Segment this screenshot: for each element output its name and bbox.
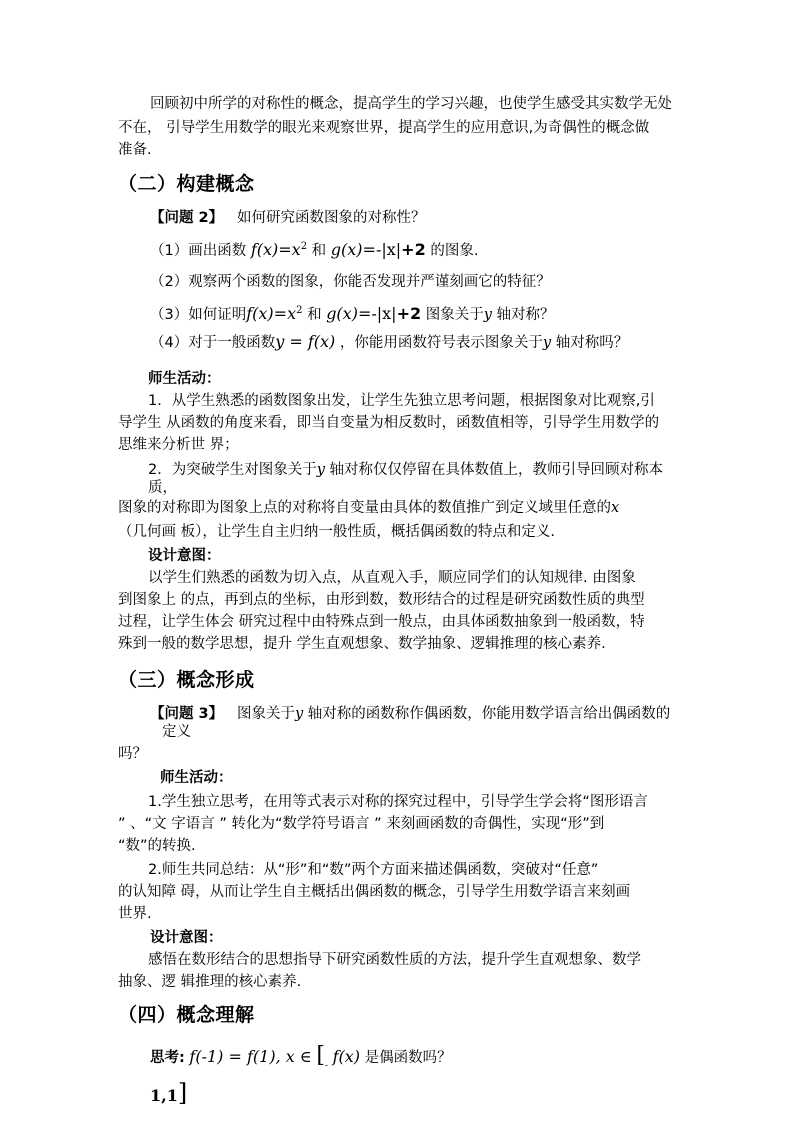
- item-text: 图象关于: [421, 306, 484, 323]
- question-tag: 【问题 2】: [150, 210, 224, 226]
- formula-abs: |x|: [381, 239, 402, 259]
- design-label: 设计意图：: [148, 548, 221, 564]
- think-label: 思考:: [150, 1050, 185, 1066]
- item-text: 轴对称？: [491, 306, 555, 323]
- activity-2-line-3: [118, 498, 619, 518]
- item-text: 图象的对称即为图象上点的对称将自变量由具体的数值推广到定义域里任意的: [118, 500, 611, 516]
- activity-2-line-1: [148, 460, 663, 480]
- question-3-line-3: 吗？: [118, 746, 147, 762]
- activity-3-2-line-1: 2.师生共同总结：从“形”和“数”两个方面来描述偶函数，突破对“任意”: [148, 862, 599, 878]
- activity-3-1-line-2: ” 、“文 字语言 ” 转化为“数学符号语言 ” 来刻画函数的奇偶性，实现“形”到: [118, 816, 605, 832]
- item-text: （3）如何证明: [150, 306, 247, 323]
- design-line-2: 到图象上 的点，再到点的坐标，由形到数，数形结合的过程是研究函数性质的典型: [118, 592, 645, 608]
- question-text: 图象关于: [236, 706, 295, 722]
- activity-3-2-line-2: 的认知障 碍，从而让学生自主概括出偶函数的概念，引导学生用数学语言来刻画: [118, 884, 631, 900]
- item-text: 和: [302, 306, 327, 323]
- var-y: y: [316, 462, 325, 478]
- formula-plus: +2: [401, 239, 426, 259]
- intro-line-1: 回顾初中所学的对称性的概念，提高学生的学习兴趣，也使学生感受其实数学无处: [150, 96, 672, 112]
- formula-g: g(x)=-: [330, 239, 382, 259]
- item-text: 的图象.: [425, 242, 479, 259]
- item-text: （4）对于一般函数: [150, 335, 276, 351]
- question-tag: 【问题 3】: [150, 706, 224, 722]
- section-heading-2: （二）构建概念: [118, 173, 255, 195]
- activity-label: 师生活动：: [148, 371, 221, 387]
- var-y: y: [294, 706, 304, 722]
- activity-3-1-line-1: 1.学生独立思考，在用等式表示对称的探究过程中，引导学生学会将“图形语言: [148, 794, 648, 810]
- think-expression: f(-1) = f(1), x ∈: [189, 1047, 312, 1066]
- question-text: 轴对称的函数称作偶函数，你能用数学语言给出偶函数的: [303, 706, 671, 722]
- activity-2-line-2: 质，: [148, 480, 177, 496]
- formula-exponent: 2: [296, 305, 303, 316]
- activity-1-line-2: 导学生 从函数的角度来看，即当自变量为相反数时，函数值相等，引导学生用数学的: [118, 415, 660, 431]
- item-1: [150, 237, 478, 261]
- design-line-1: 以学生们熟悉的函数为切入点，从直观入手，顺应同学们的认知规律. 由图象: [148, 570, 636, 586]
- activity-1-line-3: 思维来分析世 界；: [118, 437, 239, 453]
- question-text: 如何研究函数图象的对称性？: [236, 210, 426, 226]
- item-text: 和: [307, 242, 331, 259]
- formula-f: f(x)=x: [246, 303, 297, 323]
- negative-sign: -: [324, 1061, 328, 1071]
- question-2: [150, 208, 425, 228]
- item-text: 是偶函数吗？: [360, 1050, 452, 1066]
- design-3-line-1: 感悟在数形结合的思想指导下研究函数性质的方法，提升学生直观想象、数学: [148, 952, 641, 968]
- design-3-line-2: 抽象、逻 辑推理的核心素养.: [118, 974, 302, 990]
- activity-label: 师生活动：: [160, 770, 233, 786]
- interval-values: 1,1: [150, 1086, 178, 1105]
- formula-exponent: 2: [300, 241, 308, 252]
- section-heading-3: （三）概念形成: [118, 669, 255, 691]
- question-3-line-2: 定义: [162, 724, 191, 740]
- item-text: （1）画出函数: [150, 242, 251, 259]
- bracket-close: ]: [177, 1079, 188, 1107]
- section-heading-4: （四）概念理解: [118, 1004, 255, 1026]
- activity-3-2-line-3: 世界.: [118, 906, 152, 922]
- var-y: y: [483, 306, 492, 323]
- think-question: [150, 1044, 452, 1078]
- intro-line-3: 准备.: [118, 142, 152, 158]
- formula-y-eq-fx: y = f(x): [275, 332, 336, 351]
- bracket-open: [: [316, 1043, 325, 1068]
- design-label: 设计意图：: [150, 930, 223, 946]
- design-line-3: 过程，让学生体会 研究过程中由特殊点到一般点，由具体函数抽象到一般函数，特: [118, 614, 645, 630]
- item-4: [150, 332, 628, 353]
- var-x: x: [611, 500, 620, 516]
- intro-line-2: 不在， 引导学生用数学的眼光来观察世界，提高学生的应用意识,为奇偶性的概念做: [118, 120, 650, 136]
- formula-f: f(x)=x: [250, 239, 301, 259]
- design-line-4: 殊到一般的数学思想，提升 学生直观想象、数学抽象、逻辑推理的核心素养.: [118, 636, 606, 652]
- formula-fx: f(x): [332, 1047, 360, 1066]
- var-y: y: [542, 335, 552, 351]
- item-3: [150, 301, 555, 325]
- formula-abs: |x|: [376, 303, 397, 323]
- activity-2-line-4: （几何画 板），让学生自主归纳一般性质，概括偶函数的特点和定义.: [118, 524, 555, 540]
- item-text: 轴对称仅仅停留在具体数值上，教师引导回顾对称本: [324, 462, 664, 478]
- item-text: 轴对称吗？: [551, 335, 629, 351]
- question-3: [150, 704, 670, 724]
- activity-3-1-line-3: “数”的转换.: [118, 838, 196, 854]
- formula-plus: +2: [396, 303, 422, 323]
- activity-1-line-1: 1．从学生熟悉的函数图象出发，让学生先独立思考问题，根据图象对比观察,引: [148, 393, 655, 409]
- interval-end: [150, 1080, 187, 1110]
- formula-g: g(x)=-: [326, 303, 377, 323]
- item-text: 2．为突破学生对图象关于: [148, 462, 317, 478]
- item-text: ，你能用函数符号表示图象关于: [335, 335, 543, 351]
- item-2: （2）观察两个函数的图象，你能否发现并严谨刻画它的特征？: [150, 274, 551, 290]
